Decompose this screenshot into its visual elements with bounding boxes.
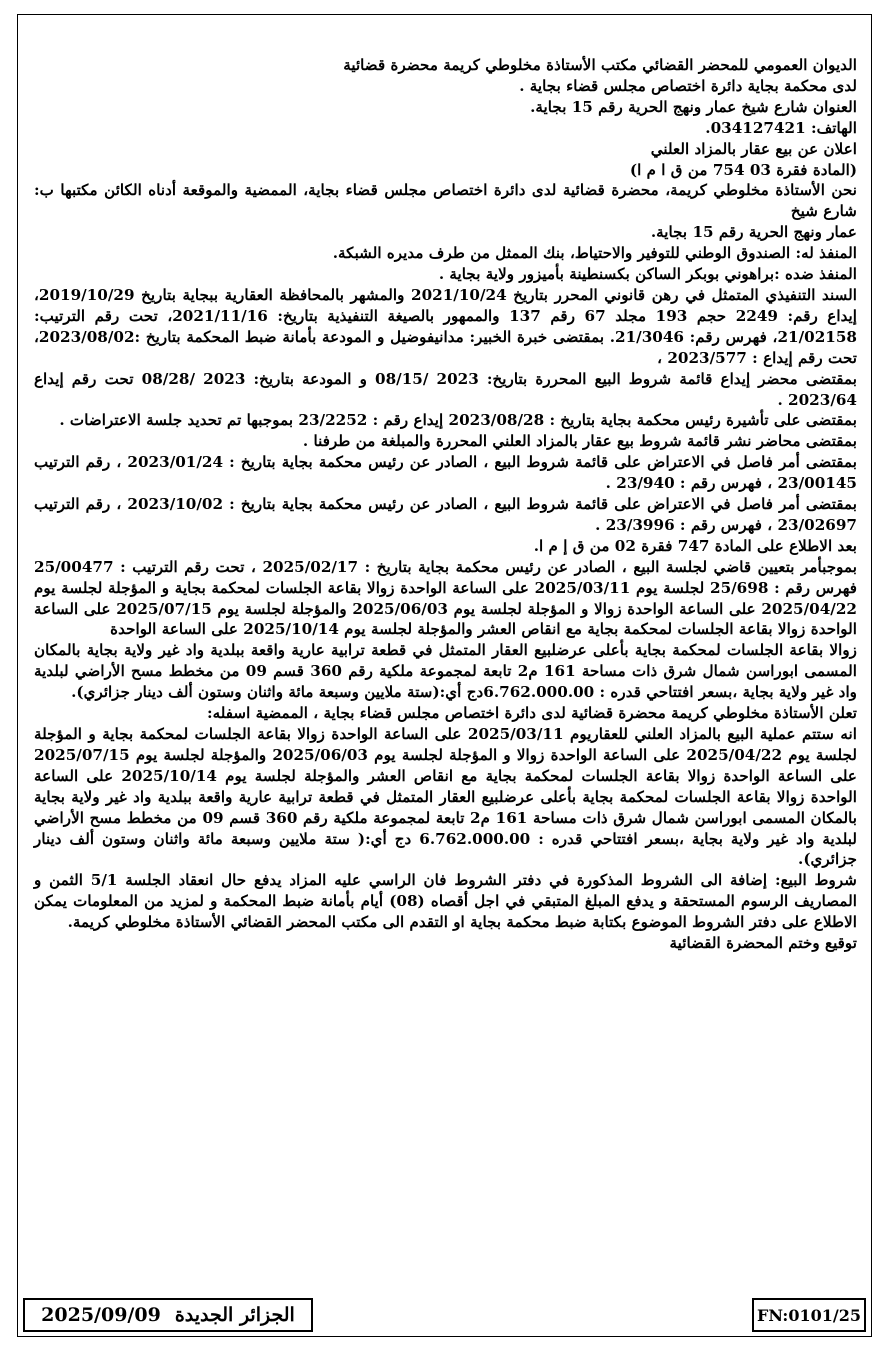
newspaper-name: الجزائر الجديدة xyxy=(174,1304,295,1326)
executive-title: السند التنفيذي المتمثل في رهن قانوني المحرر بتاريخ 2021/10/24 والمشهر بالمحافظة العقارية ببجاية بتاريخ 2019/10/29، إيداع رقم: 2249 حجم 193 مجلد 67 رقم 137 والممهور بالصيغة التنفيذية بتاريخ: 2021/11/16، تحت رقم الترتيب: 21/02158، فهرس رقم: 21/3046. بمقتضى خبرة الخبير: مدانيفوضيل و المودعة بأمانة ضبط المحكمة بتاريخ :2023/08/02، تحت رقم إيداع : 2023/577 ، xyxy=(34,285,858,367)
header-line-address: العنوان شارع شيخ عمار ونهج الحرية رقم 15 بجاية. xyxy=(530,97,857,116)
creditor-line: المنفذ له: الصندوق الوطني للتوفير والاحتياط، بنك الممثل من طرف مديره الشبكة. xyxy=(332,244,857,263)
objection-order-2: بمقتضى أمر فاصل في الاعتراض على قائمة شروط البيع ، الصادر عن رئيس محكمة بجاية بتاريخ : 2023/10/02 ، رقم الترتيب 23/02697 ، فهرس رقم : 23/3996 . xyxy=(34,495,857,534)
bailiff-address-cont: عمار ونهج الحرية رقم 15 بجاية. xyxy=(650,223,857,242)
newspaper-box xyxy=(23,1298,313,1332)
conditions-deposit: بمقتضى محضر إيداع قائمة شروط البيع المحررة بتاريخ: 2023 /08/15 و المودعة بتاريخ: 2023 /08/28 تحت رقم إيداع 2023/64 . xyxy=(34,369,857,409)
notice-page xyxy=(17,14,872,1337)
fn-code: FN:0101/25 xyxy=(757,1305,861,1325)
debtor-line: المنفذ ضده :براهوني بوبكر الساكن بكسنطينة بأميزور ولاية بجاية . xyxy=(438,265,857,284)
article-747: بعد الاطلاع على المادة 747 فقرة 02 من ق إ م ا. xyxy=(533,536,857,555)
sale-conditions: شروط البيع: إضافة الى الشروط المذكورة في دفتر الشروط فان الراسي عليه المزاد يدفع حال انعقاد الجلسة 5/1 الثمن و المصاريف الرسوم المستحقة و يدفع المبلغ المتبقي في اجل أقصاه (08) أيام بأمانة ضبط المحكمة و لمزيد من المعلومات يمكن الاطلاع على دفتر الشروط الموضوع بكتابة ضبط محكمة بجاية او التقدم الى مكتب المحضر القضائي الأستاذة مخلوطي كريمة. xyxy=(34,871,858,932)
judge-appointment: بموجبأمر بتعيين قاضي لجلسة البيع ، الصادر عن رئيس محكمة بجاية بتاريخ : 2025/02/17 ، تحت رقم الترتيب : 25/00477 فهرس رقم : 25/698 لجلسة يوم 2025/03/11 على الساعة الواحدة زوالا بقاعة الجلسات لمحكمة بجاية و المؤجلة لجلسة يوم 2025/04/22 على الساعة الواحدة زوالا و المؤجلة لجلسة يوم 2025/06/03 والمؤجلة لجلسة يوم 2025/07/15 على الساعة الواحدة زوالا بقاعة الجلسات لمحكمة بجاية مع انقاص العشر والمؤجلة لجلسة يوم 2025/10/14 على الساعة الواحدة xyxy=(34,557,858,639)
header-line-office: الديوان العمومي للمحضر القضائي مكتب الأستاذة مخلوطي كريمة محضرة قضائية xyxy=(343,56,857,74)
sale-schedule: انه ستتم عملية البيع بالمزاد العلني للعقاريوم 2025/03/11 على الساعة الواحدة زوالا بقاعة الجلسات لمحكمة بجاية و المؤجلة لجلسة يوم 2025/04/22 على الساعة الواحدة زوالا و المؤجلة لجلسة يوم 2025/06/03 والمؤجلة لجلسة يوم 2025/07/15 على الساعة الواحدة زوالا بقاعة الجلسات لمحكمة بجاية مع انقاص العشر والمؤجلة لجلسة يوم 2025/10/14 على الساعة الواحدة زوالا بقاعة الجلسات لمحكمة بجاية بأعلى عرضلبيع العقار المتمثل في قطعة ترابية عارية واقعة ببلدية واد غير ولاية بجاية بالمكان المسمى ابوراسن شمال شرق ذات مساحة 161 م2 تابعة لمجموعة ملكية رقم 360 قسم 09 من مخطط مسح الأراضي لبلدية واد غير ولاية بجاية ،بسعر افتتاحي قدره : 6.762.000.00 دج أي:( ستة ملايين وسبعة مائة واثنان وستون ألف دينار جزائري). xyxy=(34,725,858,869)
notice-body xyxy=(34,55,857,954)
fn-code-box xyxy=(752,1298,866,1332)
notice-article-ref: (المادة فقرة 03 754 من ق ا م ا) xyxy=(629,160,857,179)
president-visa: بمقتضى على تأشيرة رئيس محكمة بجاية بتاريخ : 2023/08/28 إيداع رقم : 23/2252 بموجبها تم تحديد جلسة الاعتراضات . xyxy=(59,411,857,430)
publication-minutes: بمقتضى محاضر نشر قائمة شروط بيع عقار بالمزاد العلني المحررة والمبلغة من طرفنا . xyxy=(302,432,857,451)
objection-order-1: بمقتضى أمر فاصل في الاعتراض على قائمة شروط البيع ، الصادر عن رئيس محكمة بجاية بتاريخ : 2023/01/24 ، رقم الترتيب 23/00145 ، فهرس رقم : 23/940 . xyxy=(34,453,857,493)
announcement-intro: تعلن الأستاذة مخلوطي كريمة محضرة قضائية لدى دائرة اختصاص مجلس قضاء بجاية ، الممضية اسفله: xyxy=(206,704,857,723)
publication-date: 2025/09/09 xyxy=(41,1304,161,1326)
header-line-phone: الهاتف: 034127421. xyxy=(705,118,857,137)
header-line-court: لدى محكمة بجاية دائرة اختصاص مجلس قضاء بجاية . xyxy=(519,76,857,95)
notice-title: اعلان عن بيع عقار بالمزاد العلني xyxy=(650,139,857,158)
bailiff-declaration: نحن الأستاذة مخلوطي كريمة، محضرة قضائية لدى دائرة اختصاص مجلس قضاء بجاية، الممضية والموقعة أدناه الكائن مكتبها ب: شارع شيخ xyxy=(34,181,857,221)
signature-line: توقيع وختم المحضرة القضائية xyxy=(669,934,857,953)
property-description: زوالا بقاعة الجلسات لمحكمة بجاية بأعلى عرضلبيع العقار المتمثل في قطعة ترابية عارية واقعة ببلدية واد غير ولاية بجاية بالمكان المسمى ابوراسن شمال شرق ذات مساحة 161 م2 تابعة لمجموعة ملكية رقم 360 قسم 09 من مخطط مسح الأراضي لبلدية واد غير ولاية بجاية ،بسعر افتتاحي قدره : 6.762.000.00دج أي:(ستة ملايين وسبعة مائة واثنان وستون ألف دينار جزائري). xyxy=(34,641,857,702)
